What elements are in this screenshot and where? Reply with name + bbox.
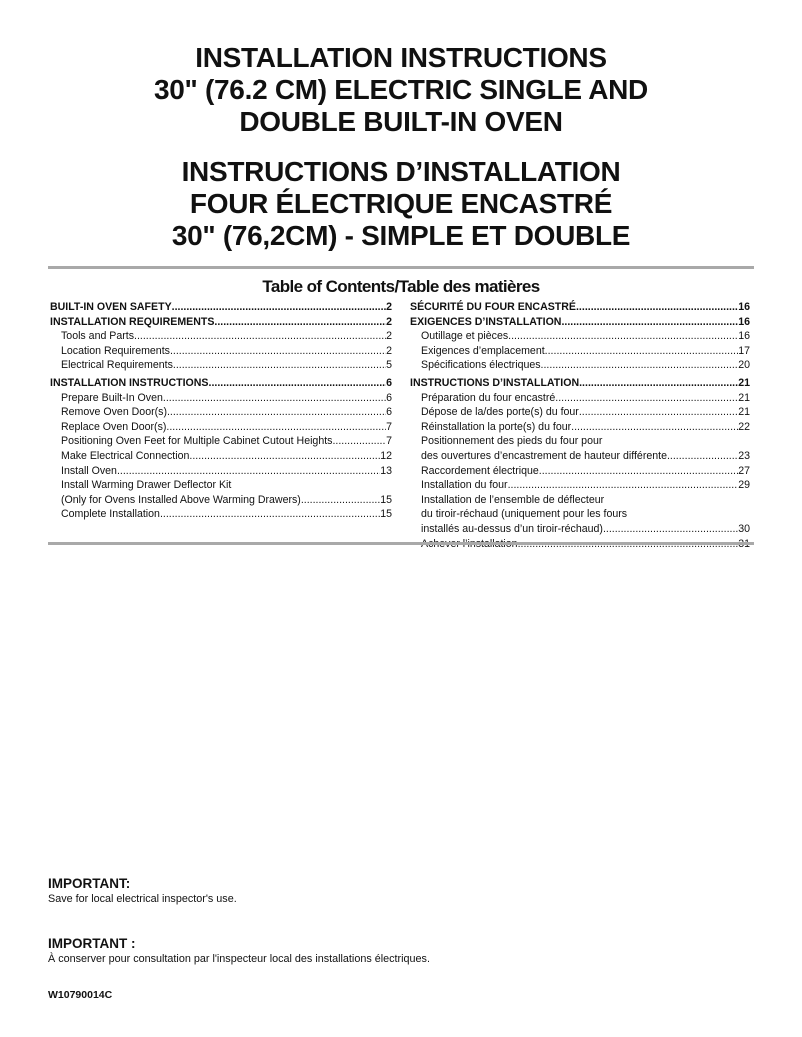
toc-entry-line <box>421 405 750 420</box>
leader-dots <box>579 405 738 420</box>
toc-entry-line <box>61 420 392 435</box>
toc-entry[interactable] <box>50 405 392 420</box>
leader-dots <box>571 420 738 435</box>
title-english <box>0 42 802 138</box>
divider-bottom <box>48 542 754 545</box>
part-number: W10790014C <box>48 989 113 1001</box>
toc-entry-label: Installation de l’ensemble de déflecteur <box>421 493 605 506</box>
toc-entry-label: Préparation du four encastré <box>421 391 556 404</box>
important-note-french <box>48 936 430 966</box>
toc-entry-label: Spécifications électriques <box>421 359 541 372</box>
important-text: Save for local electrical inspector's use. <box>48 893 237 905</box>
toc-entry-line <box>421 507 750 522</box>
toc-entry[interactable] <box>410 300 750 315</box>
toc-entry-line <box>50 376 392 391</box>
toc-column-english <box>50 300 392 522</box>
leader-dots <box>214 315 386 330</box>
toc-page-number: 16 <box>738 330 750 343</box>
toc-entry-line <box>61 507 392 522</box>
leader-dots <box>134 329 386 344</box>
title-french <box>0 156 802 252</box>
leader-dots <box>160 507 380 522</box>
title-line: 30" (76,2CM) - SIMPLE ET DOUBLE <box>171 220 631 251</box>
toc-entry[interactable] <box>50 420 392 435</box>
toc-entry-label: Dépose de la/des porte(s) du four <box>421 406 579 419</box>
toc-page-number: 6 <box>386 391 392 404</box>
leader-dots <box>209 376 387 391</box>
toc-entry[interactable] <box>410 464 750 479</box>
leader-dots <box>667 449 738 464</box>
toc-page-number: 15 <box>380 493 392 506</box>
toc-entry[interactable] <box>50 464 392 479</box>
toc-entry[interactable] <box>410 478 750 493</box>
toc-entry-label: Remove Oven Door(s) <box>61 406 167 419</box>
toc-page-number: 7 <box>386 435 392 448</box>
toc-page-number: 22 <box>738 420 750 433</box>
toc-page-number: 20 <box>738 359 750 372</box>
title-line: FOUR ÉLECTRIQUE ENCASTRÉ <box>189 188 613 219</box>
toc-entry-label: Replace Oven Door(s) <box>61 420 167 433</box>
title-line: INSTRUCTIONS D’INSTALLATION <box>181 156 621 187</box>
toc-entry[interactable] <box>50 434 392 449</box>
toc-entry-line <box>421 478 750 493</box>
toc-page-number: 21 <box>738 406 750 419</box>
toc-entry-label: Location Requirements <box>61 344 170 357</box>
toc-entry-line <box>61 493 392 508</box>
toc-entry-label: des ouvertures d’encastrement de hauteur différente <box>421 449 667 462</box>
toc-entry[interactable] <box>410 376 750 391</box>
toc-entry[interactable] <box>410 391 750 406</box>
leader-dots <box>172 300 386 315</box>
toc-entry-line <box>410 300 750 315</box>
toc-entry-line <box>61 405 392 420</box>
toc-entry-label: du tiroir-réchaud (uniquement pour les fours <box>421 508 628 521</box>
leader-dots <box>167 405 386 420</box>
toc-page-number: 27 <box>738 464 750 477</box>
toc-entry[interactable] <box>410 315 750 330</box>
toc-entry-label: Make Electrical Connection <box>61 449 190 462</box>
toc-entry[interactable] <box>50 329 392 344</box>
toc-entry-label: Outillage et pièces <box>421 330 509 343</box>
toc-entry-line <box>421 449 750 464</box>
toc-entry-line <box>61 464 392 479</box>
toc-page-number: 2 <box>386 301 392 313</box>
toc-entry[interactable] <box>50 478 392 507</box>
toc-page-number: 17 <box>738 344 750 357</box>
toc-page-number: 21 <box>738 376 750 389</box>
toc-page-number: 21 <box>738 391 750 404</box>
leader-dots <box>508 329 738 344</box>
toc-entry-line <box>421 522 750 537</box>
toc-page-number: 2 <box>386 315 392 328</box>
leader-dots <box>603 522 738 537</box>
toc-page-number: 5 <box>386 359 392 372</box>
toc-entry-line <box>421 329 750 344</box>
toc-entry-label: (Only for Ovens Installed Above Warming Drawers) <box>61 493 301 506</box>
title-line: DOUBLE BUILT-IN OVEN <box>239 106 563 137</box>
toc-entry-line <box>421 344 750 359</box>
toc-entry[interactable] <box>410 434 750 463</box>
toc-entry[interactable] <box>50 344 392 359</box>
toc-entry-label: Complete Installation <box>61 508 160 521</box>
leader-dots <box>189 449 380 464</box>
toc-heading: Table of Contents/Table des matières <box>262 277 540 296</box>
toc-entry[interactable] <box>410 329 750 344</box>
toc-entry-label: Réinstallation la porte(s) du four <box>421 420 572 433</box>
toc-page-number: 15 <box>380 508 392 521</box>
leader-dots <box>541 358 739 373</box>
toc-entry[interactable] <box>50 300 392 315</box>
toc-entry-line <box>50 300 392 315</box>
toc-page-number: 7 <box>386 420 392 433</box>
toc-entry[interactable] <box>50 376 392 391</box>
toc-entry-line <box>421 420 750 435</box>
toc-entry[interactable] <box>410 405 750 420</box>
leader-dots <box>508 478 739 493</box>
toc-entry-label: Raccordement électrique <box>421 464 539 477</box>
toc-entry-label: INSTALLATION REQUIREMENTS <box>50 315 215 328</box>
toc-page-number: 2 <box>386 344 392 357</box>
leader-dots <box>561 315 738 330</box>
toc-entry-line <box>61 478 392 493</box>
toc-entry-line <box>421 391 750 406</box>
toc-entry-label: INSTRUCTIONS D’INSTALLATION <box>410 376 580 389</box>
title-line: 30" (76.2 CM) ELECTRIC SINGLE AND <box>154 74 648 105</box>
toc-entry-label: Prepare Built-In Oven <box>61 391 163 404</box>
toc-entry-line <box>61 449 392 464</box>
leader-dots <box>332 434 386 449</box>
divider-top <box>48 266 754 269</box>
toc-entry-line <box>61 344 392 359</box>
leader-dots <box>166 420 386 435</box>
toc-page-number: 13 <box>380 464 392 477</box>
leader-dots <box>539 464 738 479</box>
important-note-english <box>48 876 237 906</box>
leader-dots <box>170 344 386 359</box>
toc-entry-line <box>61 329 392 344</box>
toc-page-number: 12 <box>380 449 392 462</box>
leader-dots <box>579 376 738 391</box>
toc-entry[interactable] <box>410 344 750 359</box>
toc-entry-line <box>421 358 750 373</box>
title-line: INSTALLATION INSTRUCTIONS <box>195 42 607 73</box>
toc-entry-label: Exigences d’emplacement <box>421 344 545 357</box>
toc-entry-label: EXIGENCES D’INSTALLATION <box>410 315 562 328</box>
toc-page-number: 6 <box>386 406 392 419</box>
leader-dots <box>576 300 738 315</box>
toc-entry[interactable] <box>410 358 750 373</box>
toc-entry[interactable] <box>410 420 750 435</box>
toc-page-number: 16 <box>738 315 750 328</box>
toc-entry-line <box>61 358 392 373</box>
toc-entry-line <box>421 464 750 479</box>
important-heading: IMPORTANT: <box>48 876 131 891</box>
toc-page-number: 30 <box>738 522 750 535</box>
toc-entry-line <box>421 493 750 508</box>
toc-entry-label: Tools and Parts <box>61 330 135 343</box>
toc-entry-line <box>61 391 392 406</box>
important-text: À conserver pour consultation par l'inspecteur local des installations électriques. <box>48 953 430 965</box>
toc-entry[interactable] <box>410 493 750 537</box>
toc-entry-line <box>50 315 392 330</box>
leader-dots <box>163 391 386 406</box>
leader-dots <box>173 358 386 373</box>
important-heading: IMPORTANT : <box>48 936 136 951</box>
toc-entry-line <box>410 315 750 330</box>
toc-page-number: 2 <box>386 330 392 343</box>
toc-page-number: 29 <box>738 479 750 492</box>
leader-dots <box>545 344 739 359</box>
toc-entry-label: Install Warming Drawer Deflector Kit <box>61 479 232 492</box>
toc-entry-line <box>410 376 750 391</box>
toc-column-french <box>410 300 750 551</box>
toc-entry-label: Electrical Requirements <box>61 359 173 372</box>
toc-entry-label: Installation du four <box>421 479 508 492</box>
toc-page-number: 16 <box>738 301 750 313</box>
toc-entry-label: BUILT-IN OVEN SAFETY <box>50 301 172 313</box>
toc-entry-label: Positionnement des pieds du four pour <box>421 435 603 448</box>
toc-entry-label: SÉCURITÉ DU FOUR ENCASTRÉ <box>410 301 576 313</box>
toc-entry[interactable] <box>50 391 392 406</box>
toc-entry-line <box>61 434 392 449</box>
toc-entry[interactable] <box>50 449 392 464</box>
toc-page-number: 6 <box>386 376 392 389</box>
toc-entry[interactable] <box>50 315 392 330</box>
leader-dots <box>301 493 380 508</box>
toc-entry-label: installés au-dessus d’un tiroir-réchaud) <box>421 522 603 535</box>
leader-dots <box>117 464 380 479</box>
document-title <box>0 42 802 252</box>
toc-page-number: 23 <box>738 449 750 462</box>
toc-entry[interactable] <box>50 507 392 522</box>
toc-entry[interactable] <box>50 358 392 373</box>
toc-entry-label: Install Oven <box>61 464 117 477</box>
toc-entry-label: Positioning Oven Feet for Multiple Cabinet Cutout Heights <box>61 435 333 448</box>
toc-entry-label: INSTALLATION INSTRUCTIONS <box>50 376 209 389</box>
leader-dots <box>555 391 738 406</box>
toc-entry-line <box>421 434 750 449</box>
